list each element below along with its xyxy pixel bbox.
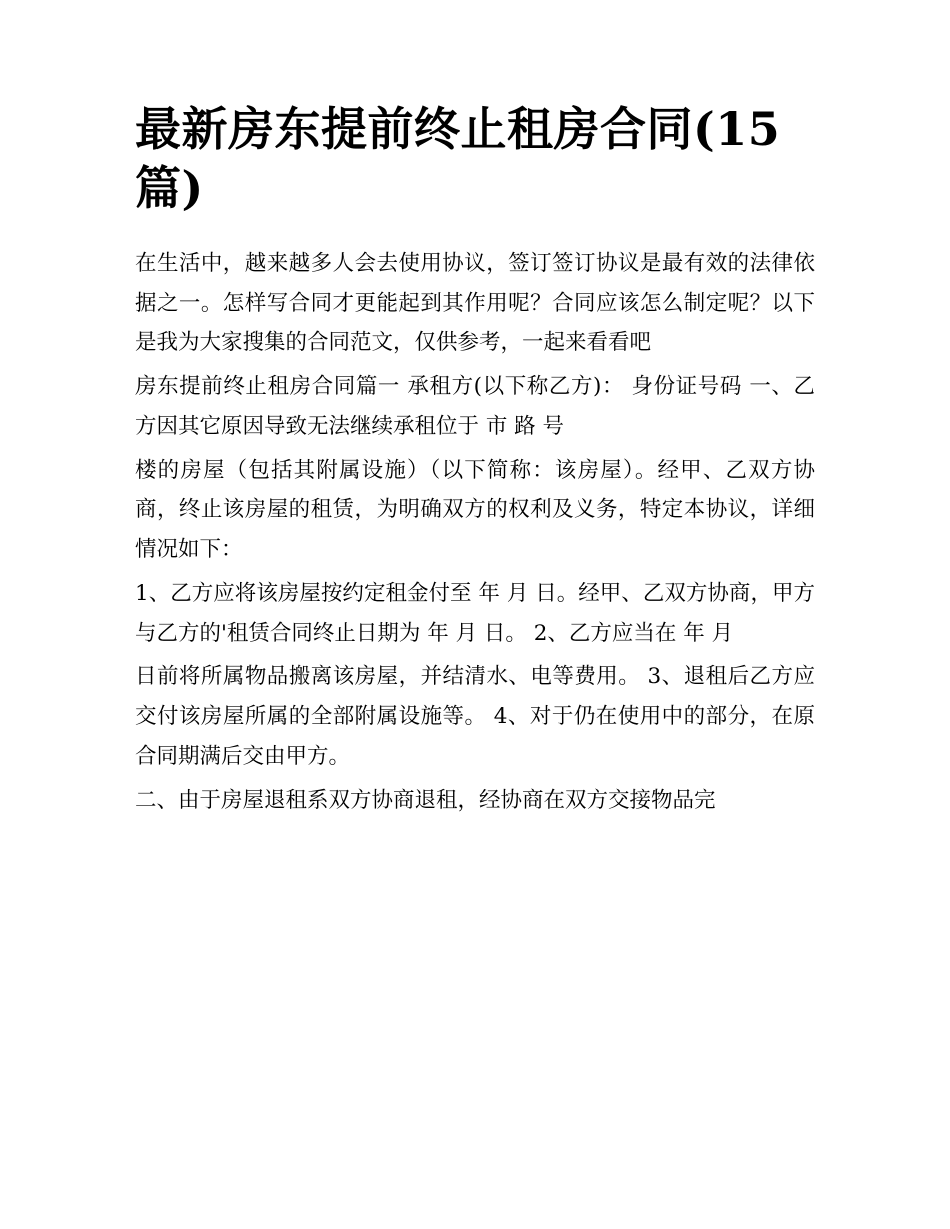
paragraph-1: 在生活中，越来越多人会去使用协议，签订签订协议是最有效的法律依据之一。怎样写合同才更能起到其作用呢？合同应该怎么制定呢？以下是我为大家搜集的合同范文，仅供参考，一起来看看吧: [135, 250, 815, 356]
paragraph-4: 1、乙方应将该房屋按约定租金付至 年 月 日。经甲、乙双方协商，甲方与乙方的'租赁合同终止日期为 年 月 日。 2、乙方应当在 年 月: [135, 580, 815, 646]
page-title: 最新房东提前终止租房合同(15篇): [135, 102, 781, 215]
paragraph-6: 二、由于房屋退租系双方协商退租，经协商在双方交接物品完: [135, 787, 716, 813]
paragraph-2: 房东提前终止租房合同篇一 承租方(以下称乙方)： 身份证号码 一、乙方因其它原因导致无法继续承租位于 市 路 号: [135, 374, 815, 439]
paragraph-5: 日前将所属物品搬离该房屋，并结清水、电等费用。 3、退租后乙方应交付该房屋所属的全部附属设施等。 4、对于仍在使用中的部分，在原合同期满后交由甲方。: [135, 664, 815, 769]
paragraph-3: 楼的房屋（包括其附属设施）（以下简称：该房屋）。经甲、乙双方协商，终止该房屋的租赁，为明确双方的权利及义务，特定本协议，详细情况如下：: [135, 457, 815, 563]
